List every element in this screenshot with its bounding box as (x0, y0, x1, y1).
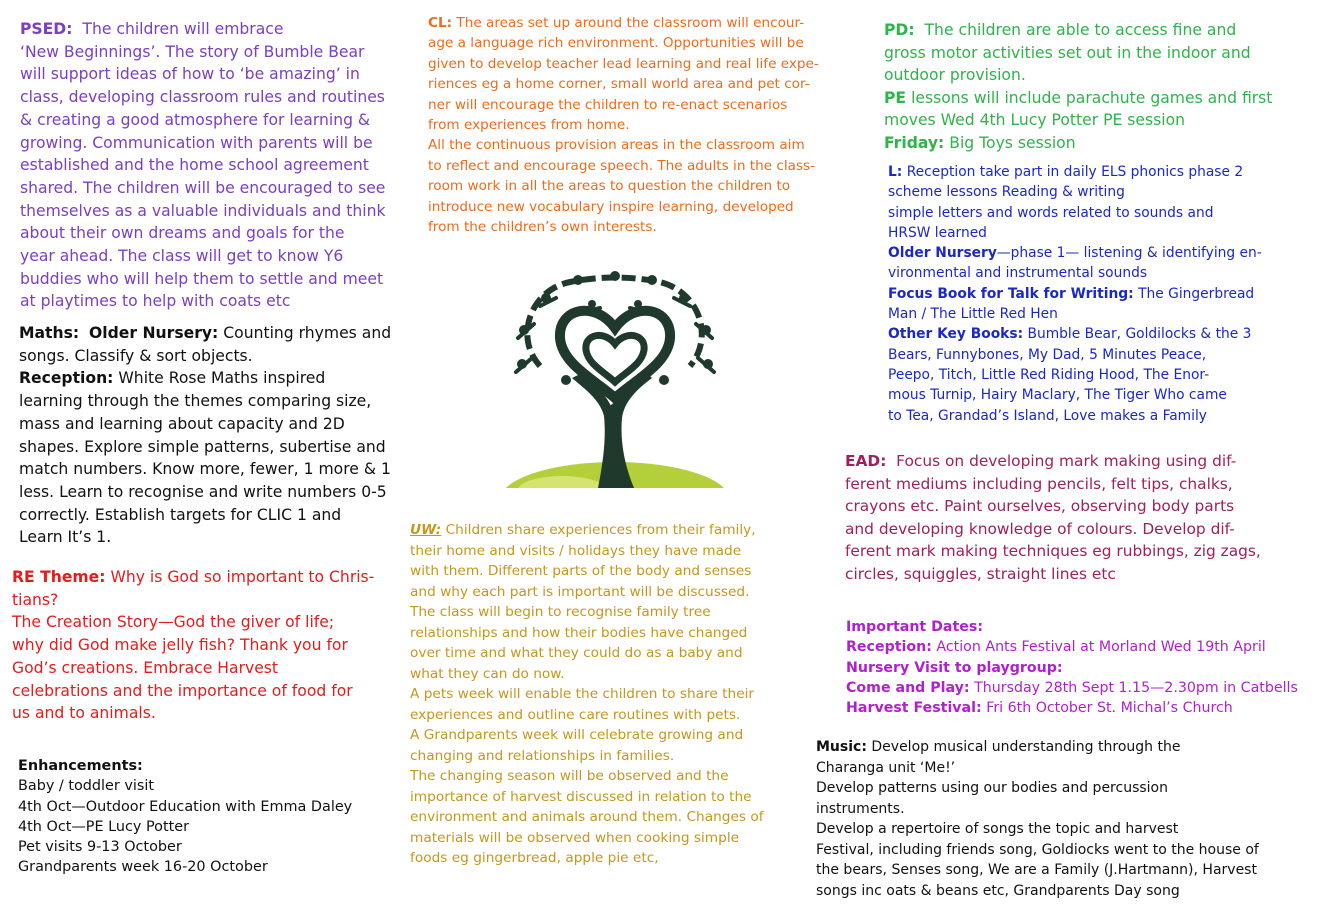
pd-heading: PD: (884, 21, 915, 39)
psed-line: shared. The children will be encouraged to see (20, 178, 386, 197)
uw-line: environment and animals around them. Changes of (410, 809, 764, 825)
cl-section (428, 13, 853, 237)
maths-line: correctly. Establish targets for CLIC 1 and (19, 505, 342, 524)
dates-text: Fri 6th October St. Michal’s Church (986, 700, 1233, 717)
pd-line: gross motor activities set out in the indoor and (884, 43, 1251, 62)
maths-older-nursery-label: Older Nursery: (89, 324, 219, 342)
enhancements-heading: Enhancements: (18, 758, 143, 774)
pd-pe-text: lessons will include parachute games and first (911, 88, 1273, 107)
pd-text: The children are able to access fine and (924, 21, 1237, 39)
dates-come-and-play-label: Come and Play: (846, 679, 970, 696)
psed-line: will support ideas of how to ‘be amazing’ in (20, 65, 360, 84)
re-text: Why is God so important to Chris- (110, 568, 375, 586)
uw-line: and why each part is important will be discussed. (410, 583, 750, 600)
dates-text: Thursday 28th Sept 1.15—2.30pm in Catbells (974, 679, 1298, 696)
psed-text: The children will embrace (82, 20, 284, 38)
uw-line: foods eg gingerbread, apple pie etc, (410, 850, 659, 866)
psed-line: established and the home school agreement (20, 156, 369, 175)
music-line: Develop a repertoire of songs the topic and harvest (816, 821, 1179, 837)
uw-line: The changing season will be observed and the (410, 768, 729, 784)
uw-line: changing and relationships in families. (410, 747, 675, 764)
re-line: celebrations and the importance of food for (12, 681, 353, 700)
uw-line: The class will begin to recognise family tree (410, 604, 711, 620)
music-line: instruments. (816, 800, 905, 817)
uw-line: experiences and outline care routines with pets. (410, 706, 741, 723)
cl-line: from experiences from home. (428, 117, 630, 134)
ead-line: and developing knowledge of colours. Develop dif- (845, 519, 1235, 538)
ead-line: ferent mark making techniques eg rubbings, zig zags, (845, 542, 1261, 561)
pd-pe-label: PE (884, 88, 907, 107)
enhancements-item: 4th Oct—Outdoor Education with Emma Daley (18, 798, 353, 815)
literacy-focus-book-label: Focus Book for Talk for Writing: (888, 285, 1134, 302)
uw-text: Children share experiences from their family, (445, 522, 756, 538)
ead-line: ferent mediums including pencils, felt tips, chalks, (845, 474, 1233, 493)
psed-line: & creating a good atmosphere for learning & (20, 110, 371, 129)
psed-line: about their own dreams and goals for the (20, 224, 345, 243)
re-line: God’s creations. Embrace Harvest (12, 658, 279, 677)
dates-text: Action Ants Festival at Morland Wed 19th April (936, 639, 1266, 656)
music-line: the bears, Senses song, We are a Family (J.Hartmann), Harvest (816, 862, 1257, 878)
literacy-line: vironmental and instrumental sounds (888, 265, 1148, 282)
literacy-text: The Gingerbread (1138, 285, 1255, 302)
ead-heading: EAD: (845, 452, 887, 470)
figure-head (588, 300, 596, 308)
music-line: Festival, including friends song, Goldiocks went to the house of (816, 841, 1259, 858)
people-tree-icon (500, 268, 730, 488)
figure-head (659, 375, 669, 385)
maths-heading: Maths: (19, 324, 80, 342)
enhancements-section (18, 756, 398, 878)
cl-line: from the children’s own interests. (428, 219, 657, 236)
maths-reception-label: Reception: (19, 369, 114, 388)
psed-line: class, developing classroom rules and routines (20, 88, 385, 107)
pd-line: moves Wed 4th Lucy Potter PE session (884, 111, 1186, 129)
literacy-line: Bears, Funnybones, My Dad, 5 Minutes Peace, (888, 346, 1207, 363)
uw-line: relationships and how their bodies have changed (410, 624, 748, 641)
re-line: us and to animals. (12, 704, 156, 723)
maths-line: shapes. Explore simple patterns, subertise and (19, 437, 386, 456)
literacy-line: HRSW learned (888, 224, 987, 241)
uw-line: what they can do now. (410, 665, 565, 682)
maths-line: learning through the themes comparing size, (19, 392, 372, 411)
figure-head (573, 275, 583, 285)
music-line: Charanga unit ‘Me!’ (816, 759, 956, 776)
uw-line: A Grandparents week will celebrate growing and (410, 727, 744, 743)
psed-heading: PSED: (20, 20, 73, 38)
dates-reception-label: Reception: (846, 639, 932, 656)
music-section (816, 737, 1296, 901)
literacy-section (888, 162, 1318, 426)
uw-line: their home and visits / holidays they have made (410, 542, 742, 559)
maths-line: mass and learning about capacity and 2D (19, 414, 345, 433)
literacy-older-nursery-label: Older Nursery (888, 245, 997, 262)
pd-line: outdoor provision. (884, 66, 1026, 84)
maths-text: Counting rhymes and (223, 324, 392, 342)
figure-head (610, 403, 620, 413)
maths-line: songs. Classify & sort objects. (19, 346, 253, 365)
uw-line: with them. Different parts of the body and senses (410, 563, 752, 579)
uw-line: A pets week will enable the children to share their (410, 686, 755, 702)
maths-text: White Rose Maths inspired (118, 369, 326, 388)
figure-head (610, 271, 620, 281)
psed-line: buddies who will help them to settle and meet (20, 269, 384, 288)
uw-line: importance of harvest discussed in relation to the (410, 788, 752, 805)
literacy-text: —phase 1— listening & identifying en- (996, 245, 1262, 262)
uw-line: materials will be observed when cooking simple (410, 829, 740, 846)
re-section (12, 566, 392, 725)
literacy-line: scheme lessons Reading & writing (888, 184, 1125, 201)
literacy-line: simple letters and words related to sounds and (888, 204, 1214, 221)
music-line: songs inc oats & beans etc, Grandparents Day song (816, 882, 1180, 899)
cl-line: All the continuous provision areas in the classroom aim (428, 137, 805, 154)
psed-line: growing. Communication with parents will be (20, 133, 373, 152)
cl-line: to reflect and encourage speech. The adults in the class- (428, 157, 816, 174)
ead-line: circles, squiggles, straight lines etc (845, 564, 1116, 583)
enhancements-item: Pet visits 9-13 October (18, 839, 182, 856)
enhancements-item: Grandparents week 16-20 October (18, 859, 268, 876)
psed-line: ‘New Beginnings’. The story of Bumble Bear (20, 42, 365, 61)
re-line: why did God make jelly fish? Thank you for (12, 636, 348, 655)
figure-head (561, 375, 571, 385)
music-line: Develop patterns using our bodies and percussion (816, 780, 1168, 796)
figure-head (634, 300, 642, 308)
tree-inner-heart (586, 335, 644, 382)
literacy-text: Bumble Bear, Goldilocks & the 3 (1027, 326, 1252, 343)
enhancements-item: 4th Oct—PE Lucy Potter (18, 818, 190, 835)
pd-friday-label: Friday: (884, 133, 945, 152)
cl-line: riences eg a home corner, small world area and pet cor- (428, 76, 810, 93)
cl-text: The areas set up around the classroom will encour- (456, 15, 805, 31)
dates-nursery-visit-label: Nursery Visit to playgroup: (846, 659, 1063, 676)
re-line: The Creation Story—God the giver of life; (12, 613, 335, 632)
cl-line: introduce new vocabulary inspire learning, developed (428, 198, 794, 215)
cl-line: given to develop teacher lead learning and real life expe- (428, 55, 819, 72)
literacy-heading: L: (888, 164, 903, 180)
pd-friday-text: Big Toys session (949, 133, 1076, 152)
maths-line: Learn It’s 1. (19, 528, 112, 547)
cl-line: room work in all the areas to question the children to (428, 178, 791, 195)
ead-line: crayons etc. Paint ourselves, observing body parts (845, 497, 1235, 516)
psed-line: year ahead. The class will get to know Y6 (20, 247, 344, 266)
psed-line: at playtimes to help with coats etc (20, 292, 291, 311)
literacy-line: Peepo, Titch, Little Red Riding Hood, The Enor- (888, 366, 1210, 383)
uw-line: over time and what they could do as a baby and (410, 645, 743, 661)
cl-heading: CL: (428, 15, 453, 31)
maths-section (19, 322, 403, 549)
re-heading: RE Theme: (12, 568, 106, 586)
maths-line: less. Learn to recognise and write numbers 0-5 (19, 482, 387, 501)
cl-line: age a language rich environment. Opportunities will be (428, 35, 804, 52)
uw-heading: UW: (410, 522, 442, 538)
enhancements-item: Baby / toddler visit (18, 778, 155, 795)
literacy-line: mous Turnip, Hairy Maclary, The Tiger Who came (888, 387, 1227, 404)
psed-line: themselves as a valuable individuals and think (20, 201, 386, 220)
ead-text: Focus on developing mark making using dif- (896, 452, 1237, 470)
figure-head (647, 275, 657, 285)
re-line: tians? (12, 590, 59, 609)
literacy-text: Reception take part in daily ELS phonics phase 2 (906, 164, 1244, 180)
dates-harvest-label: Harvest Festival: (846, 700, 982, 717)
pd-section (884, 19, 1314, 154)
uw-section (410, 520, 790, 869)
psed-section (20, 18, 408, 313)
ead-section (845, 450, 1295, 586)
important-dates-section (846, 617, 1316, 718)
maths-line: match numbers. Know more, fewer, 1 more & 1 (19, 460, 391, 479)
music-heading: Music: (816, 739, 867, 755)
dates-heading: Important Dates: (846, 619, 984, 635)
cl-line: ner will encourage the children to re-enact scenarios (428, 96, 788, 113)
literacy-line: to Tea, Grandad’s Island, Love makes a Family (888, 407, 1207, 424)
literacy-other-books-label: Other Key Books: (888, 326, 1024, 343)
music-text: Develop musical understanding through the (871, 739, 1181, 755)
literacy-line: Man / The Little Red Hen (888, 306, 1058, 323)
